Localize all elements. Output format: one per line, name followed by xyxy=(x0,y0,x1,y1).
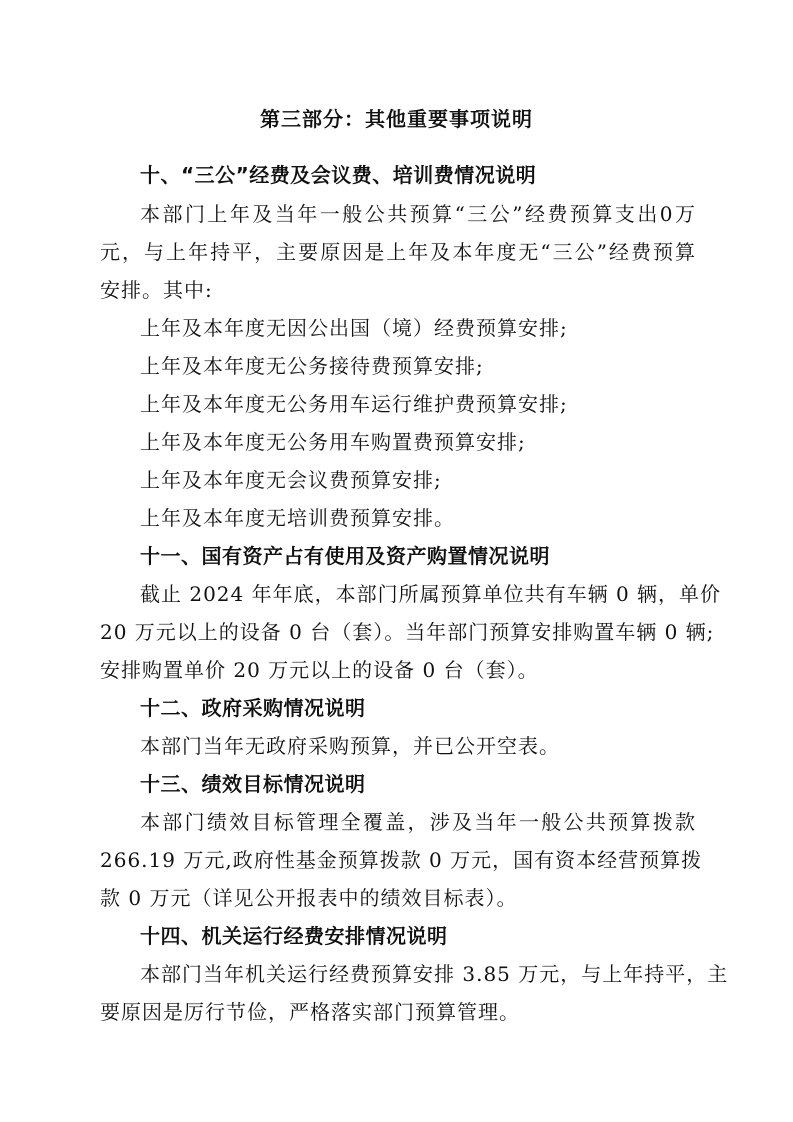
paragraph-line: 元，与上年持平，主要原因是上年及本年度无“三公”经费预算 xyxy=(100,240,696,264)
paragraph-line: 安排购置单价 20 万元以上的设备 0 台（套）。 xyxy=(100,658,539,682)
list-item: 上年及本年度无会议费预算安排; xyxy=(140,468,442,492)
paragraph-line: 20 万元以上的设备 0 台（套）。当年部门预算安排购置车辆 0 辆; xyxy=(100,620,715,644)
paragraph-line: 266.19 万元,政府性基金预算拨款 0 万元，国有资本经营预算拨 xyxy=(100,848,703,872)
paragraph-line: 本部门当年无政府采购预算，并已公开空表。 xyxy=(140,734,560,758)
list-item: 上年及本年度无公务用车运行维护费预算安排; xyxy=(140,392,568,416)
section-heading-10: 十、“三公”经费及会议费、培训费情况说明 xyxy=(140,163,537,187)
paragraph-line: 本部门当年机关运行经费预算安排 3.85 万元，与上年持平，主 xyxy=(140,962,729,986)
section-heading-14: 十四、机关运行经费安排情况说明 xyxy=(140,924,448,948)
list-item: 上年及本年度无因公出国（境）经费预算安排; xyxy=(140,316,568,340)
paragraph-line: 安排。其中: xyxy=(100,278,213,302)
list-item: 上年及本年度无公务用车购置费预算安排; xyxy=(140,430,526,454)
list-item: 上年及本年度无公务接待费预算安排; xyxy=(140,354,484,378)
section-heading-12: 十二、政府采购情况说明 xyxy=(140,696,366,720)
list-item: 上年及本年度无培训费预算安排。 xyxy=(140,506,455,530)
section-heading-11: 十一、国有资产占有使用及资产购置情况说明 xyxy=(140,544,550,568)
paragraph-line: 本部门绩效目标管理全覆盖，涉及当年一般公共预算拨款 xyxy=(140,810,696,834)
part-title: 第三部分：其他重要事项说明 xyxy=(260,107,533,131)
paragraph-line: 截止 2024 年年底，本部门所属预算单位共有车辆 0 辆，单价 xyxy=(140,582,722,606)
paragraph-line: 要原因是厉行节俭，严格落实部门预算管理。 xyxy=(100,1000,520,1024)
section-heading-13: 十三、绩效目标情况说明 xyxy=(140,772,366,796)
paragraph-line: 本部门上年及当年一般公共预算“三公”经费预算支出0万 xyxy=(140,202,696,226)
paragraph-line: 款 0 万元（详见公开报表中的绩效目标表）。 xyxy=(100,886,518,910)
